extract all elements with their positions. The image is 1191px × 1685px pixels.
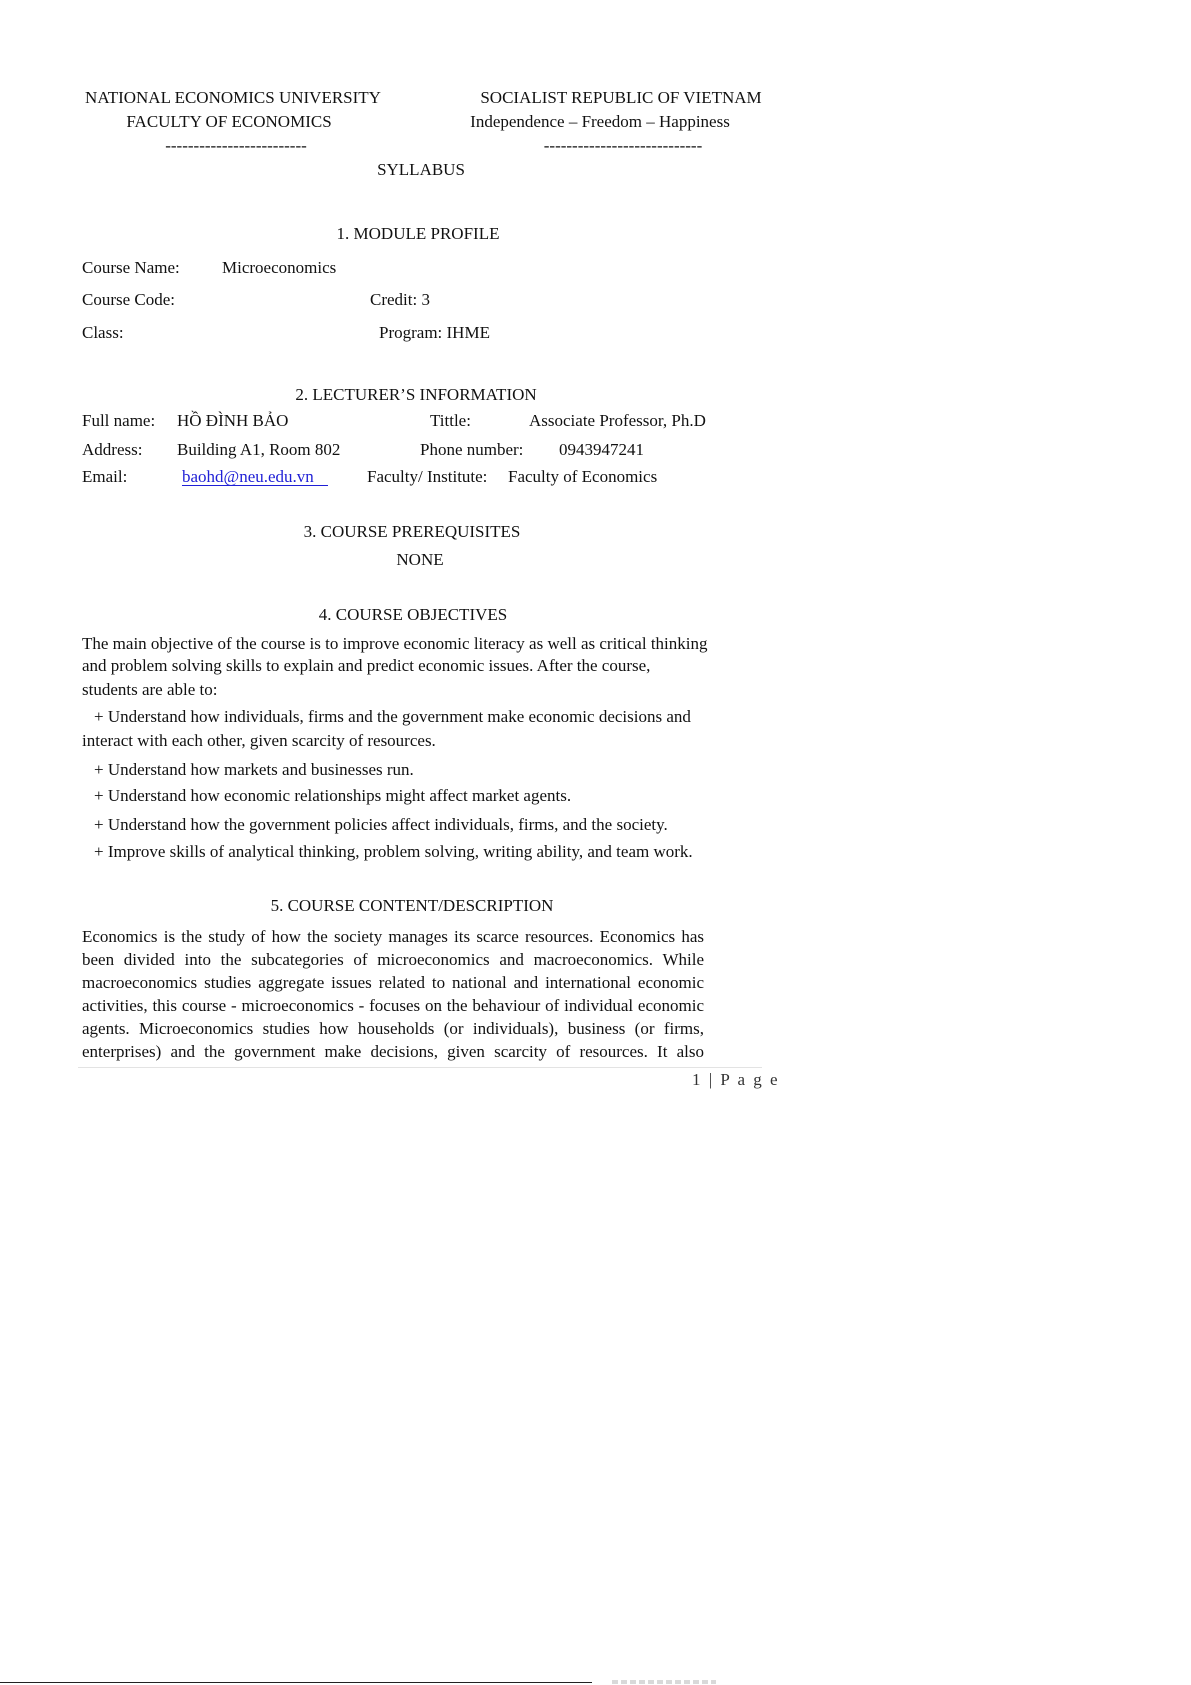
phone-label: Phone number:: [420, 440, 524, 459]
objectives-intro-line: and problem solving skills to explain and predict economic issues. After the course,: [82, 656, 651, 675]
full-name-value: HỒ ĐÌNH BẢO: [177, 411, 289, 430]
left-divider: -------------------------: [165, 136, 307, 155]
objectives-intro-line: The main objective of the course is to improve economic literacy as well as critical thinking: [82, 634, 708, 653]
objective-bullet: + Improve skills of analytical thinking, problem solving, writing ability, and team work.: [94, 842, 693, 861]
content-line: Economics is the study of how the society manages its scarce resources. Economics has: [82, 927, 704, 946]
national-motto: Independence – Freedom – Happiness: [470, 112, 730, 131]
content-line: agents. Microeconomics studies how households (or individuals), business (or firms,: [82, 1019, 704, 1038]
page-number: 1 | P a g e: [692, 1070, 780, 1089]
objective-bullet-continuation: interact with each other, given scarcity of resources.: [82, 731, 436, 750]
bottom-scan-artifact: [612, 1680, 716, 1684]
address-label: Address:: [82, 440, 143, 459]
university-name: NATIONAL ECONOMICS UNIVERSITY: [85, 88, 381, 107]
objective-bullet: + Understand how economic relationships might affect market agents.: [94, 786, 572, 805]
module-profile-heading: 1. MODULE PROFILE: [336, 224, 500, 243]
phone-value: 0943947241: [559, 440, 644, 459]
content-line: been divided into the subcategories of microeconomics and macroeconomics. While: [82, 950, 704, 969]
bottom-rule: [0, 1682, 592, 1683]
faculty-name: FACULTY OF ECONOMICS: [126, 112, 332, 131]
course-name-label: Course Name:: [82, 258, 180, 277]
content-heading: 5. COURSE CONTENT/DESCRIPTION: [270, 896, 554, 915]
content-line: macroeconomics studies aggregate issues related to national and international economic: [82, 973, 704, 992]
objective-bullet: + Understand how markets and businesses run.: [94, 760, 414, 779]
full-name-label: Full name:: [82, 411, 156, 430]
objectives-heading: 4. COURSE OBJECTIVES: [318, 605, 508, 624]
objectives-intro-line: students are able to:: [82, 680, 218, 699]
prerequisites-value: NONE: [396, 550, 444, 569]
address-value: Building A1, Room 802: [177, 440, 341, 459]
title-value: Associate Professor, Ph.D: [529, 411, 706, 430]
right-divider: ----------------------------: [543, 136, 703, 155]
content-line: enterprises) and the government make decisions, given scarcity of resources. It also: [82, 1042, 704, 1061]
email-label: Email:: [82, 467, 128, 486]
faculty-value: Faculty of Economics: [508, 467, 658, 486]
content-line: activities, this course - microeconomics - focuses on the behaviour of individual economic: [82, 996, 704, 1015]
title-label: Tittle:: [430, 411, 471, 430]
program-value: Program: IHME: [379, 323, 490, 342]
credit-value: Credit: 3: [370, 290, 430, 309]
document-title: SYLLABUS: [377, 160, 465, 179]
content-paragraph: [82, 925, 704, 1063]
faculty-label: Faculty/ Institute:: [367, 467, 488, 486]
lecturer-info-heading: 2. LECTURER’S INFORMATION: [295, 385, 537, 404]
prerequisites-heading: 3. COURSE PREREQUISITES: [303, 522, 521, 541]
email-link[interactable]: baohd@neu.edu.vn: [182, 468, 328, 486]
class-label: Class:: [82, 323, 124, 342]
objective-bullet: + Understand how the government policies affect individuals, firms, and the society.: [94, 815, 668, 834]
course-name-value: Microeconomics: [222, 258, 337, 277]
footer-divider: [78, 1067, 762, 1068]
course-code-label: Course Code:: [82, 290, 176, 309]
republic-name: SOCIALIST REPUBLIC OF VIETNAM: [480, 88, 762, 107]
objective-bullet: + Understand how individuals, firms and the government make economic decisions and: [94, 707, 691, 726]
